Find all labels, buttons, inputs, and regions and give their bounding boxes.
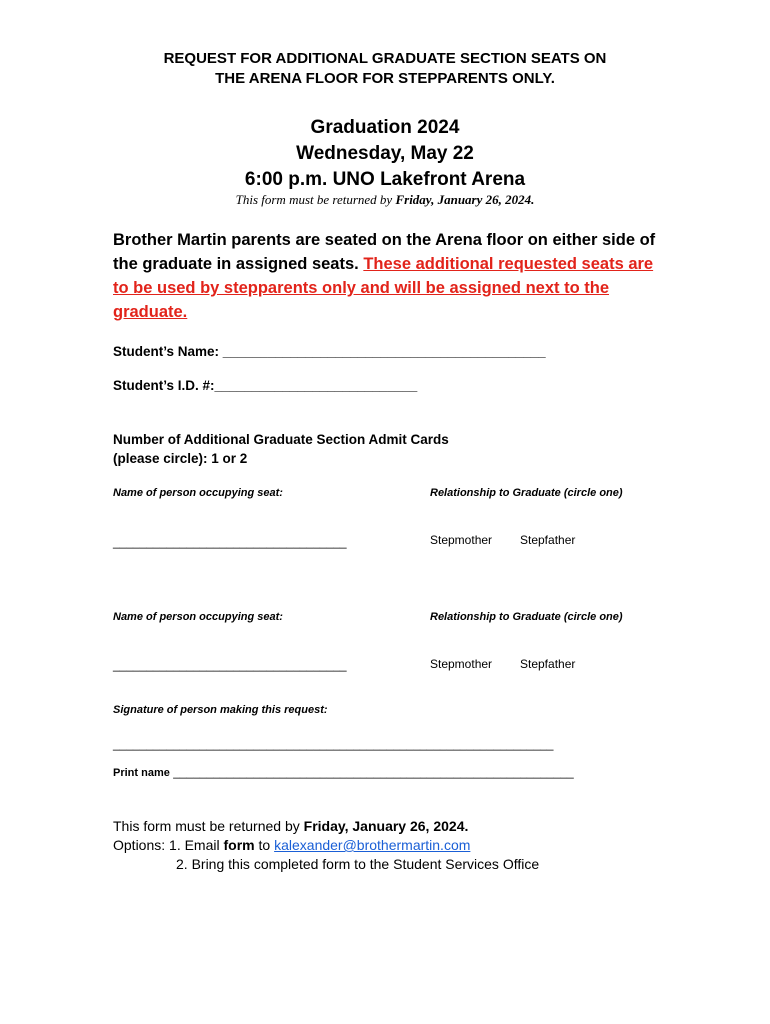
footer-option-email-mid: to (254, 837, 275, 853)
print-name-field[interactable] (113, 765, 574, 779)
seat-1-name-label: Name of person occupying seat: (113, 487, 283, 499)
signature-line[interactable]: __________________________________________________________________ (113, 737, 554, 751)
event-date: Wednesday, May 22 (296, 143, 474, 164)
return-note-date: Friday, January 26, 2024. (395, 192, 535, 207)
event-info (0, 115, 770, 193)
print-name-line[interactable]: ____________________________________________________________ (173, 765, 574, 779)
signature-label: Signature of person making this request: (113, 704, 328, 716)
return-note-prefix: This form must be returned by (235, 192, 396, 207)
header-line-1: REQUEST FOR ADDITIONAL GRADUATE SECTION SEATS ON (163, 50, 607, 67)
intro-plain-text: Brother Martin parents are seated on the Arena floor on either side of the graduate in assigned seats. (113, 231, 656, 273)
seat-2-relationship-label: Relationship to Graduate (circle one) (430, 611, 623, 623)
footer-option-email-bold: form (223, 837, 255, 853)
footer-option-email (113, 836, 539, 855)
email-link[interactable]: kalexander@brothermartin.com (274, 837, 471, 853)
student-id-field[interactable]: Student’s I.D. #:___________________________ (113, 378, 418, 393)
seat-2-name-label: Name of person occupying seat: (113, 611, 283, 623)
event-time-location: 6:00 p.m. UNO Lakefront Arena (244, 169, 526, 190)
print-name-label: Print name (113, 767, 170, 779)
header-line-2: THE ARENA FLOOR FOR STEPPARENTS ONLY. (215, 70, 555, 87)
intro-paragraph (113, 228, 673, 324)
seat-2-option-stepmother[interactable]: Stepmother (430, 657, 493, 671)
submission-instructions (113, 817, 539, 874)
seat-1-option-stepfather[interactable]: Stepfather (520, 533, 576, 547)
seat-1-relationship-label: Relationship to Graduate (circle one) (430, 487, 623, 499)
form-header (0, 49, 770, 89)
admit-cards-label: Number of Additional Graduate Section Admit Cards (113, 432, 449, 447)
admit-cards-question (113, 430, 449, 468)
seat-1-option-stepmother[interactable]: Stepmother (430, 533, 493, 547)
event-title: Graduation 2024 (310, 117, 460, 138)
seat-2-name-blank[interactable]: ___________________________________ (113, 658, 347, 672)
seat-1-name-blank[interactable]: ___________________________________ (113, 535, 347, 549)
student-name-field[interactable]: Student’s Name: ___________________________________________ (113, 344, 546, 359)
admit-cards-options[interactable]: (please circle): 1 or 2 (113, 451, 248, 466)
footer-option-email-prefix: Options: 1. Email (113, 837, 224, 853)
footer-return-line (113, 817, 539, 836)
footer-option-bring: 2. Bring this completed form to the Student Services Office (176, 856, 540, 872)
footer-return-prefix: This form must be returned by (113, 818, 304, 834)
intro-red-notice: These additional requested seats are to be used by stepparents only and will be assigned next to the graduate. (113, 255, 654, 321)
seat-2-option-stepfather[interactable]: Stepfather (520, 657, 576, 671)
return-note (0, 192, 770, 208)
footer-return-date: Friday, January 26, 2024. (303, 818, 469, 834)
